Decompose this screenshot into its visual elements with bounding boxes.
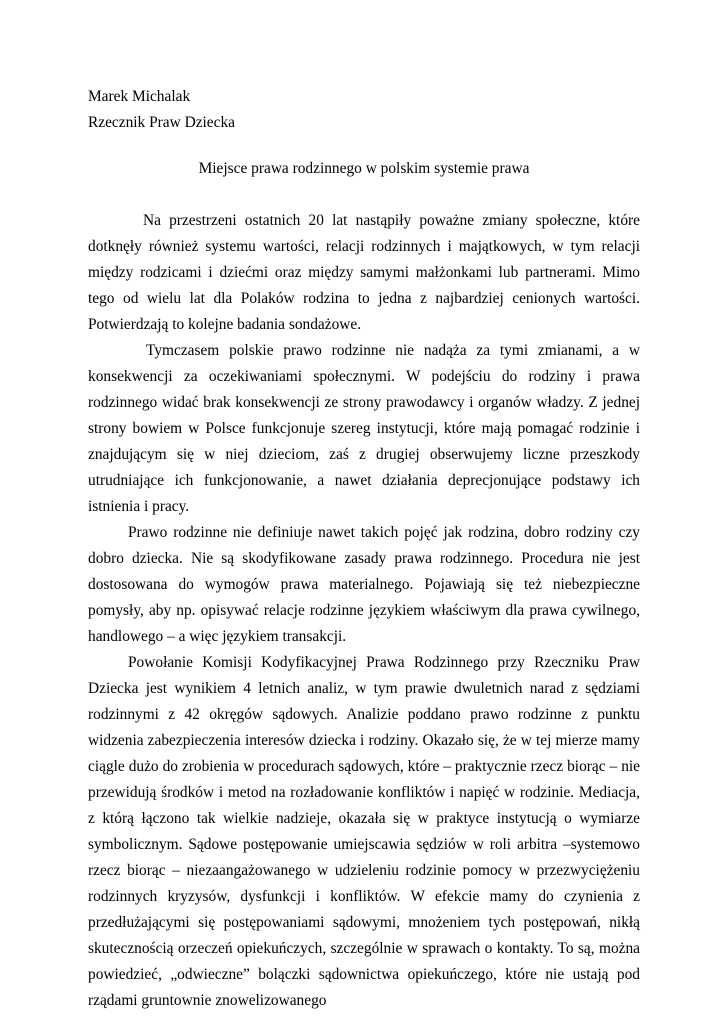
- author-role: Rzecznik Praw Dziecka: [88, 114, 235, 131]
- document-title: Miejsce prawa rodzinnego w polskim systemie prawa: [198, 160, 530, 177]
- paragraph-2: Tymczasem polskie prawo rodzinne nie nadąża za tymi zmianami, a w konsekwencji za oczekiwaniami społecznymi. W podejściu do rodziny i prawa rodzinnego widać brak konsekwencji ze strony prawodawcy i organów władzy. Z jednej strony bowiem w Polsce funkcjonuje szereg instytucji, które mają pomagać rodzinie i znajdującym się w niej dzieciom, zaś z drugiej obserwujemy liczne przeszkody utrudniające ich funkcjonowanie, a nawet działania deprecjonujące podstawy ich istnienia i pracy.: [88, 342, 640, 515]
- paragraph-list: [88, 208, 640, 1014]
- document-body: [88, 84, 640, 1014]
- paragraph-1: Na przestrzeni ostatnich 20 lat nastąpiły poważne zmiany społeczne, które dotknęły również systemu wartości, relacji rodzinnych i majątkowych, w tym relacji między rodzicami i dziećmi oraz między samymi małżonkami lub partnerami. Mimo tego od wielu lat dla Polaków rodzina to jedna z najbardziej cenionych wartości. Potwierdzają to kolejne badania sondażowe.: [88, 212, 640, 333]
- author-name: Marek Michalak: [88, 88, 191, 105]
- paragraph-4: Powołanie Komisji Kodyfikacyjnej Prawa Rodzinnego przy Rzeczniku Praw Dziecka jest wynikiem 4 letnich analiz, w tym prawie dwuletnich narad z sędziami rodzinnymi z 42 okręgów sądowych. Analizie poddano prawo rodzinne z punktu widzenia zabezpieczenia interesów dziecka i rodziny. Okazało się, że w tej mierze mamy ciągle dużo do zrobienia w procedurach sądowych, które – praktycznie rzecz biorąc – nie przewidują środków i metod na rozładowanie konfliktów i napięć w rodzinie. Mediacja, z którą łączono tak wielkie nadzieje, okazała się w praktyce instytucją o wymiarze symbolicznym. Sądowe postępowanie umiejscawia sędziów w roli arbitra –systemowo rzecz biorąc – niezaangażowanego w udzieleniu rodzinie pomocy w przezwyciężeniu rodzinnych kryzysów, dysfunkcji i konfliktów. W efekcie mamy do czynienia z przedłużającymi się postępowaniami sądowymi, mnożeniem tych postępowań, nikłą skutecznością orzeczeń opiekuńczych, szczególnie w sprawach o kontakty. To są, można powiedzieć, „odwieczne” bolączki sądownictwa opiekuńczego, które nie ustają pod rządami gruntownie znowelizowanego: [88, 654, 640, 1009]
- paragraph-3: Prawo rodzinne nie definiuje nawet takich pojęć jak rodzina, dobro rodziny czy dobro dziecka. Nie są skodyfikowane zasady prawa rodzinnego. Procedura nie jest dostosowana do wymogów prawa materialnego. Pojawiają się też niebezpieczne pomysły, aby np. opisywać relacje rodzinne językiem właściwym dla prawa cywilnego, handlowego – a więc językiem transakcji.: [88, 524, 640, 645]
